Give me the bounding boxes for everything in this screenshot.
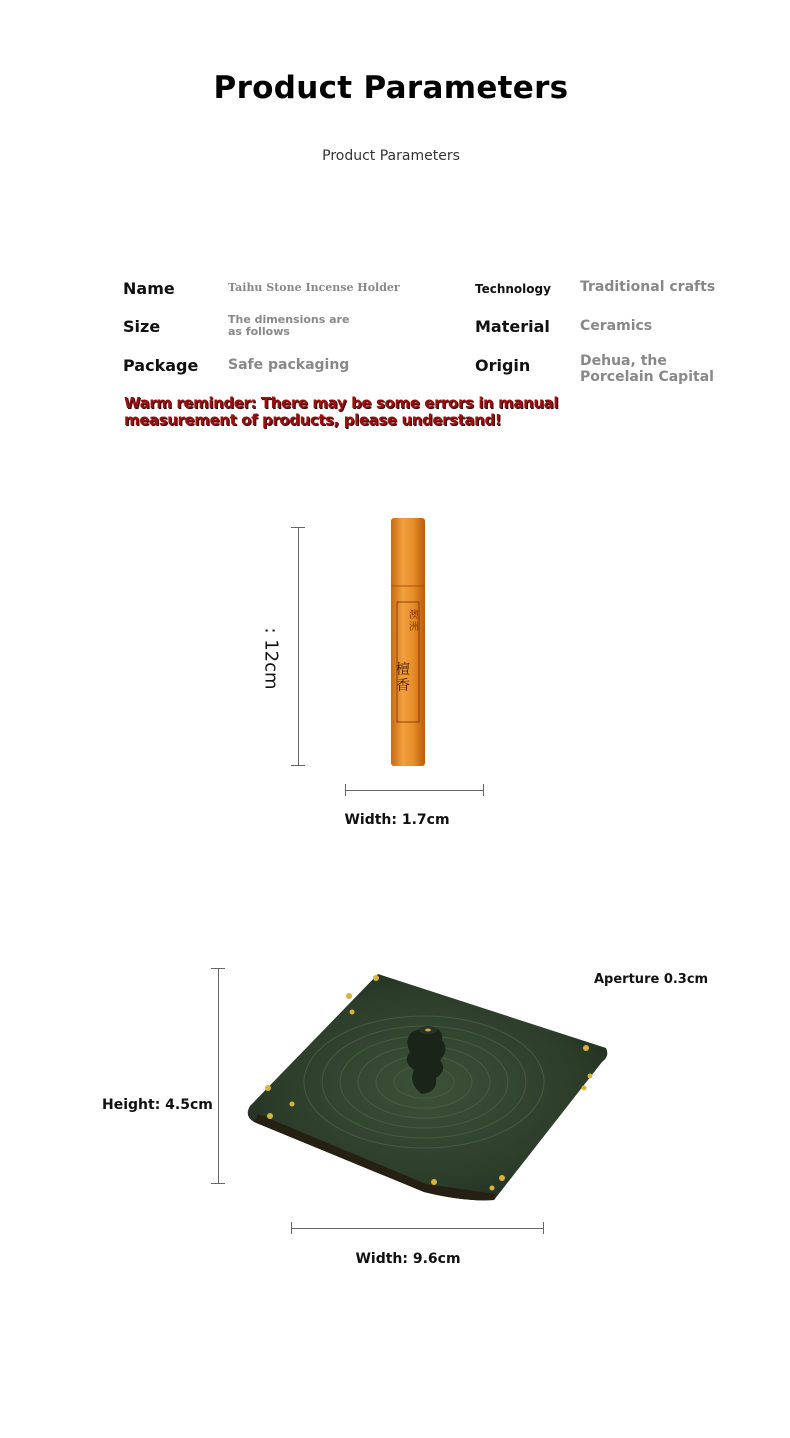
page-title: Product Parameters (213, 70, 569, 106)
holder-height-label: Height: 4.5cm (102, 1097, 213, 1113)
warning-reminder: Warm reminder: There may be some errors in manual measurement of products, please understand! (124, 394, 559, 429)
page-subtitle: Product Parameters (322, 148, 460, 164)
tube-height-line (298, 527, 299, 765)
param-origin-value: Dehua, the Porcelain Capital (580, 353, 714, 385)
holder-width-label: Width: 9.6cm (355, 1251, 461, 1267)
param-package-label: Package (123, 356, 199, 375)
tube-width-line (345, 790, 484, 791)
holder-width-line (291, 1228, 544, 1229)
aperture-label: Aperture 0.3cm (594, 972, 709, 987)
param-package-value: Safe packaging (228, 357, 350, 373)
param-size-value: The dimensions are as follows (228, 313, 350, 338)
param-material-value: Ceramics (580, 318, 653, 334)
param-technology-value: Traditional crafts (580, 279, 716, 295)
holder-width-tick-left (291, 1222, 292, 1234)
param-size-label: Size (123, 317, 161, 336)
param-name-label: Name (123, 279, 175, 298)
holder-height-tick-bottom (211, 1183, 225, 1184)
tube-width-tick-left (345, 784, 346, 796)
tube-width-label: Width: 1.7cm (344, 812, 450, 828)
param-material-label: Material (475, 317, 550, 336)
tube-height-tick-top (291, 527, 305, 528)
tube-height-label: : 12cm (260, 627, 282, 690)
param-origin-label: Origin (475, 356, 531, 375)
incense-holder-image (244, 970, 610, 1205)
param-name-value: Taihu Stone Incense Holder (228, 281, 400, 294)
tube-label-text-1: 澳洲 (409, 610, 419, 633)
param-technology-label: Technology (475, 282, 551, 296)
tube-height-tick-bottom (291, 765, 305, 766)
holder-height-line (218, 968, 219, 1183)
holder-width-tick-right (543, 1222, 544, 1234)
tube-label-text-2: 檀香 (396, 662, 410, 694)
holder-height-tick-top (211, 968, 225, 969)
tube-width-tick-right (483, 784, 484, 796)
incense-tube-image (390, 516, 426, 768)
